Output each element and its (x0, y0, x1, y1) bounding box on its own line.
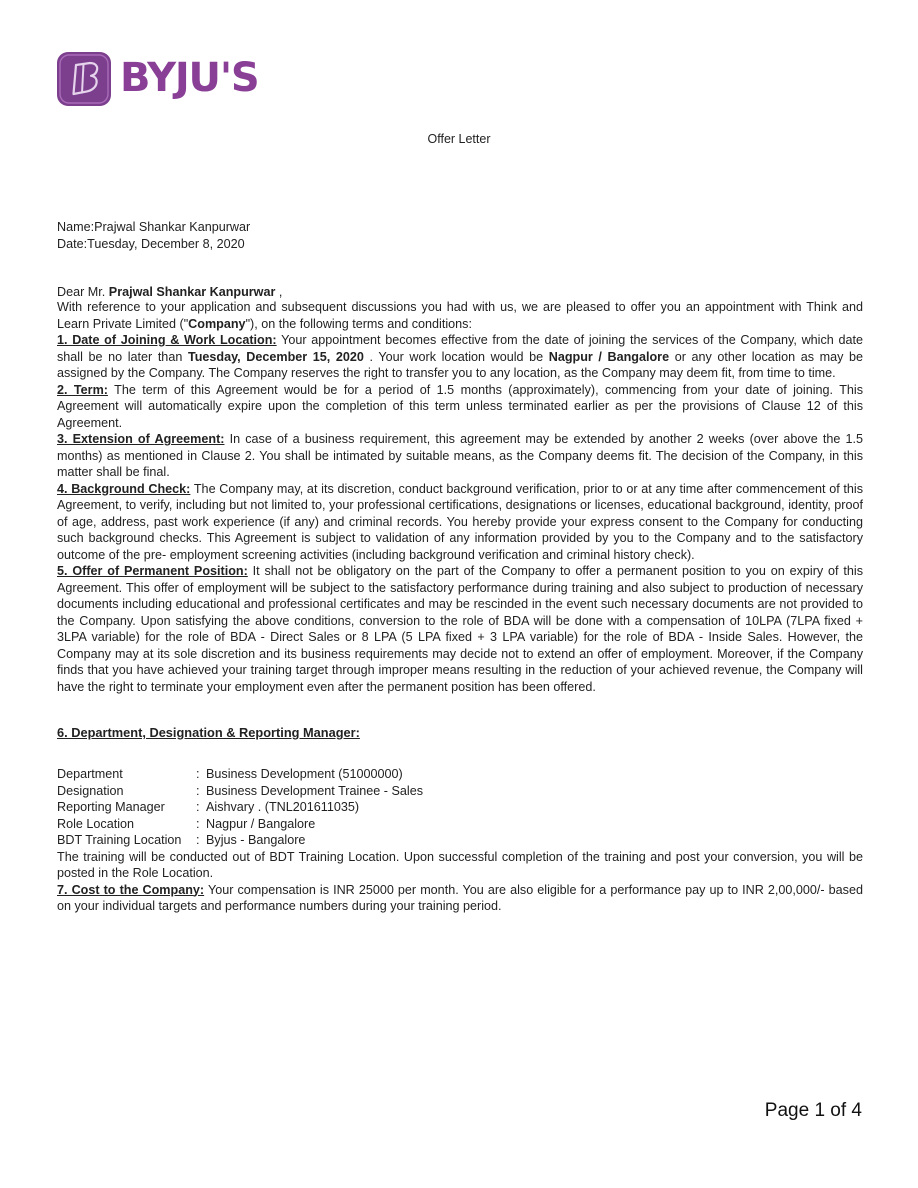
clause-1 (57, 332, 863, 382)
table-row (57, 816, 423, 833)
clause-4-text: The Company may, at its discretion, conduct background verification, prior to or at any time after commencement of this Agreement, to verify, including but not limited to, your professional certifications, designations or licenses, educational background, identity, proof of age, address, past work experience (if any) and criminal records. You hereby provide your express consent to the Company for conducting such background checks. This Agreement is subject to validation of any information provided by you to the Company and to the satisfactory outcome of the pre- employment screening activities (including background verification and criminal history check). (57, 481, 863, 562)
table-row (57, 832, 423, 849)
byjus-logo-icon (57, 52, 111, 106)
detail-colon: : (196, 800, 200, 814)
detail-value: Nagpur / Bangalore (206, 816, 316, 831)
clause-1-text-b: . Your work location would be (363, 349, 549, 364)
detail-colon: : (196, 816, 200, 831)
clause-1-work-location: Nagpur / Bangalore (548, 349, 670, 364)
clause-1-joining-date: Tuesday, December 15, 2020 (187, 349, 364, 364)
clause-1-heading: 1. Date of Joining & Work Location: (57, 333, 277, 347)
intro-company-bold: Company (188, 316, 246, 331)
detail-label: Role Location (57, 816, 135, 831)
table-row (57, 799, 423, 816)
letter-body (57, 219, 863, 915)
recipient-name-line: Name:Prajwal Shankar Kanpurwar (57, 220, 251, 234)
table-row (57, 783, 423, 800)
clause-5 (57, 563, 863, 695)
clause-2 (57, 382, 863, 432)
clause-1-text-a: Your appointment becomes effective from the date of joining the services of the Company, which date shall be no later than (57, 333, 863, 364)
salutation-prefix: Dear Mr. (57, 285, 106, 299)
clause-4 (57, 481, 863, 564)
detail-colon: : (196, 767, 200, 781)
letter-date-line: Date:Tuesday, December 8, 2020 (57, 237, 245, 251)
clause-3-heading: 3. Extension of Agreement: (57, 432, 225, 446)
detail-value: Byjus - Bangalore (206, 833, 306, 847)
employment-details-body (57, 766, 423, 849)
clause-3 (57, 431, 863, 481)
detail-value: Business Development Trainee - Sales (206, 783, 424, 798)
intro-text-a: With reference to your application and subsequent discussions you had with us, we are pleased to offer you an appointment with Think and Learn Private Limited (" (57, 300, 863, 331)
brand-logo (57, 52, 258, 106)
detail-value: Aishvary . (TNL201611035) (206, 800, 360, 814)
detail-label: Department (57, 767, 123, 781)
clause-6-heading: 6. Department, Designation & Reporting Manager: (57, 725, 360, 740)
training-note: The training will be conducted out of BDT Training Location. Upon successful completion of the training and post your conversion, you will be posted in the Role Location. (57, 849, 863, 880)
clause-2-text: The term of this Agreement would be for a period of 1.5 months (approximately), commencing from your date of joining. This Agreement will automatically expire upon the completion of this term unless terminated earlier as per the provisions of Clause 12 of this Agreement. (57, 382, 863, 430)
employment-details-table (57, 766, 423, 849)
clause-1-text-c: or any other location as may be assigned by the Company. The Company reserves the right to transfer you to any location, as the Company may deem fit, from time to time. (57, 349, 864, 380)
detail-value: Business Development (51000000) (206, 767, 403, 781)
clause-5-heading: 5. Offer of Permanent Position: (57, 564, 248, 578)
detail-colon: : (196, 783, 200, 798)
salutation-name: Prajwal Shankar Kanpurwar (108, 285, 276, 299)
clause-5-text: It shall not be obligatory on the part of the Company to offer a permanent position to you on expiry of this Agreement. This offer of employment will be subject to the satisfactory performance during training and also subject to production of necessary documents including educational and professional certificates and may be rescinded in the event such necessary documents are not provided to the Company. Upon satisfying the above conditions, conversion to the role of BDA will be done with a compensation of 10LPA (7LPA fixed + 3LPA variable) for the role of BDA - Direct Sales or 8 LPA (5 LPA fixed + 3 LPA variable) for the role of BDA - Inside Sales. However, the Company may at its sole discretion and its business requirements may decide not to extend an offer of employment. Moreover, if the Company finds that you have achieved your training target through improper means resulting in the reduction of your achieved revenue, the Company will have the right to terminate your employment even after the permanent position has been offered. (57, 564, 863, 694)
clause-4-heading: 4. Background Check: (57, 481, 191, 496)
clause-7-heading: 7. Cost to the Company: (57, 882, 205, 897)
brand-wordmark: BYJU'S (120, 54, 259, 101)
salutation (57, 285, 863, 299)
clause-7 (57, 882, 863, 915)
clause-3-text: In case of a business requirement, this agreement may be extended by another 2 weeks (over above the 1.5 months) as mentioned in Clause 2. You shall be intimated by suitable means, as the Company deems fit. The decision of the Company, in this matter shall be final. (57, 432, 863, 479)
page-title: Offer Letter (427, 132, 491, 146)
detail-label: Reporting Manager (57, 800, 165, 814)
intro-paragraph (57, 299, 863, 332)
table-row (57, 766, 423, 783)
clause-2-heading: 2. Term: (57, 382, 108, 397)
clause-7-text: Your compensation is INR 25000 per month. You are also eligible for a performance pay up to INR 2,00,000/- based on your individual targets and performance numbers during your training period. (57, 882, 863, 913)
detail-label: BDT Training Location (57, 833, 182, 847)
intro-text-b: "), on the following terms and conditions: (245, 316, 472, 331)
page-footer: Page 1 of 4 (764, 1100, 862, 1121)
detail-label: Designation (57, 783, 124, 798)
detail-colon: : (196, 833, 200, 847)
salutation-suffix: , (278, 285, 283, 299)
